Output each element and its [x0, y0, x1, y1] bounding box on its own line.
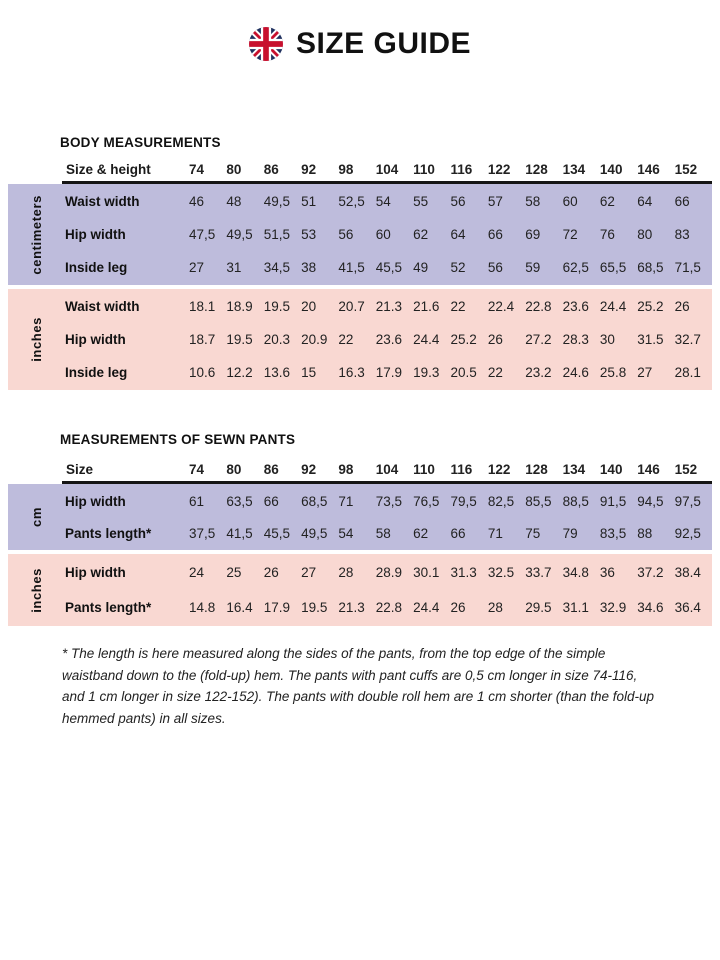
cell-value: 19.5	[301, 600, 328, 615]
uk-flag-icon	[249, 27, 283, 61]
cell-value: 36	[599, 565, 615, 580]
size-column-header: 146	[637, 462, 660, 477]
cell-value: 61	[189, 493, 205, 509]
cell-value: 80	[637, 227, 653, 242]
cell-value: 65,5	[599, 260, 627, 275]
cell-value: 92,5	[674, 525, 701, 541]
unit-label	[8, 185, 65, 284]
cell-value: 52,5	[338, 194, 365, 209]
cell-value: 53	[301, 227, 317, 242]
cell-value: 20.5	[450, 365, 477, 380]
unit-band-inches	[8, 554, 712, 626]
page-title: SIZE GUIDE	[295, 27, 472, 60]
size-column-header: 152	[674, 462, 698, 477]
cell-value: 38	[301, 260, 317, 275]
size-column-header: 104	[375, 462, 399, 477]
cell-value: 45,5	[263, 525, 290, 541]
cell-value: 57	[487, 194, 503, 209]
unit-label-text: inches	[29, 317, 44, 362]
cell-value: 25	[226, 565, 242, 580]
cell-value: 24.6	[562, 365, 589, 380]
size-column-header: 92	[301, 462, 317, 477]
size-column-header: 134	[562, 162, 586, 177]
row-label: Pants length*	[65, 525, 152, 541]
cell-value: 71	[338, 493, 354, 509]
size-column-header: 116	[450, 462, 473, 477]
sewn-pants-section	[0, 432, 720, 626]
cell-value: 68,5	[637, 260, 664, 275]
cell-value: 64	[450, 227, 466, 242]
cell-value: 22	[487, 365, 503, 380]
size-column-header: 104	[375, 162, 399, 177]
size-column-header: 86	[263, 162, 279, 177]
cell-value: 23.6	[375, 332, 403, 347]
cell-value: 26	[263, 565, 279, 580]
row-label: Hip width	[65, 227, 126, 242]
cell-value: 48	[226, 194, 242, 209]
section-heading-pants: MEASUREMENTS OF SEWN PANTS	[60, 432, 296, 447]
cell-value: 19.3	[413, 365, 440, 380]
cell-value: 56	[487, 260, 503, 275]
unit-band-inches	[8, 289, 712, 390]
cell-value: 94,5	[637, 493, 664, 509]
cell-value: 36.4	[674, 600, 701, 615]
cell-value: 79	[562, 525, 578, 541]
footnote: * The length is here measured along the sides of the pants, from the top edge of the simple waistband down to the (fold-up) hem. The pants with pant cuffs are 0,5 cm longer in size 74-116, and 1 cm longer in size 122-152). The pants with double roll hem are 1 cm shorter (than the fold-up hemmed pants) in all sizes.	[62, 646, 655, 726]
unit-label	[8, 485, 65, 549]
cell-value: 34.6	[637, 600, 664, 615]
cell-value: 21.6	[413, 299, 440, 314]
cell-value: 46	[189, 194, 205, 209]
cell-value: 22.8	[525, 299, 552, 314]
unit-label-text: cm	[29, 507, 44, 527]
cell-value: 17.9	[375, 365, 403, 380]
cell-value: 17.9	[263, 600, 290, 615]
cell-value: 31.3	[450, 565, 477, 580]
cell-value: 54	[375, 194, 391, 209]
cell-value: 56	[450, 194, 466, 209]
cell-value: 75	[525, 525, 541, 541]
cell-value: 32.7	[674, 332, 701, 347]
cell-value: 12.2	[226, 365, 253, 380]
size-column-header: 86	[263, 462, 279, 477]
cell-value: 60	[375, 227, 391, 242]
cell-value: 21.3	[375, 299, 403, 314]
unit-label-text: centimeters	[29, 194, 44, 275]
cell-value: 24.4	[413, 332, 440, 347]
cell-value: 38.4	[674, 565, 701, 580]
cell-value: 20.3	[263, 332, 290, 347]
row-label: Inside leg	[65, 365, 128, 380]
cell-value: 66	[263, 493, 279, 509]
size-header-label: Size	[66, 462, 94, 477]
cell-value: 79,5	[450, 493, 477, 509]
cell-value: 18.9	[226, 299, 253, 314]
size-header-row	[62, 459, 712, 484]
size-column-header: 128	[525, 462, 548, 477]
cell-value: 54	[338, 525, 354, 541]
row-label: Hip width	[65, 332, 126, 347]
cell-value: 64	[637, 194, 653, 209]
size-column-header: 110	[413, 462, 435, 477]
cell-value: 85,5	[525, 493, 552, 509]
size-column-header: 74	[189, 162, 205, 177]
cell-value: 49,5	[226, 227, 253, 242]
cell-value: 22.8	[375, 600, 403, 615]
cell-value: 24	[189, 565, 205, 580]
size-column-header: 152	[674, 162, 698, 177]
cell-value: 63,5	[226, 493, 253, 509]
cell-value: 10.6	[189, 365, 216, 380]
cell-value: 22	[450, 299, 466, 314]
cell-value: 18.7	[189, 332, 216, 347]
cell-value: 52	[450, 260, 466, 275]
size-column-header: 80	[226, 162, 242, 177]
cell-value: 25.8	[599, 365, 627, 380]
unit-label	[8, 290, 65, 389]
size-header-row	[62, 159, 712, 184]
cell-value: 55	[413, 194, 429, 209]
cell-value: 27	[637, 365, 653, 380]
cell-value: 22.4	[487, 299, 515, 314]
cell-value: 49,5	[263, 194, 290, 209]
cell-value: 59	[525, 260, 541, 275]
cell-value: 25.2	[450, 332, 477, 347]
cell-value: 26	[487, 332, 503, 347]
section-heading-body: BODY MEASUREMENTS	[60, 135, 221, 150]
cell-value: 34,5	[263, 260, 290, 275]
cell-value: 13.6	[263, 365, 290, 380]
size-column-header: 146	[637, 162, 660, 177]
cell-value: 58	[525, 194, 541, 209]
cell-value: 27	[189, 260, 205, 275]
cell-value: 83	[674, 227, 690, 242]
cell-value: 88	[637, 525, 653, 541]
cell-value: 41,5	[338, 260, 365, 275]
cell-value: 31.1	[562, 600, 589, 615]
cell-value: 69	[525, 227, 541, 242]
row-label: Inside leg	[65, 260, 128, 275]
cell-value: 28.9	[375, 565, 403, 580]
body-measurements-section	[0, 135, 720, 390]
cell-value: 24.4	[599, 299, 627, 314]
cell-value: 33.7	[525, 565, 552, 580]
size-column-header: 92	[301, 162, 317, 177]
cell-value: 97,5	[674, 493, 701, 509]
cell-value: 60	[562, 194, 578, 209]
pants-measurement-bands	[0, 484, 720, 626]
cell-value: 76,5	[413, 493, 440, 509]
size-header-label: Size & height	[66, 162, 151, 177]
cell-value: 21.3	[338, 600, 365, 615]
cell-value: 37.2	[637, 565, 664, 580]
cell-value: 16.3	[338, 365, 365, 380]
unit-band-cm	[8, 484, 712, 550]
cell-value: 37,5	[189, 525, 216, 541]
cell-value: 32.5	[487, 565, 515, 580]
cell-value: 82,5	[487, 493, 515, 509]
cell-value: 66	[487, 227, 503, 242]
cell-value: 47,5	[189, 227, 216, 242]
cell-value: 30.1	[413, 565, 440, 580]
cell-value: 62	[413, 227, 429, 242]
unit-label-text: inches	[29, 567, 44, 613]
cell-value: 88,5	[562, 493, 589, 509]
cell-value: 22	[338, 332, 354, 347]
size-column-header: 116	[450, 162, 473, 177]
cell-value: 58	[375, 525, 391, 541]
row-label: Waist width	[65, 299, 140, 314]
cell-value: 15	[301, 365, 317, 380]
cell-value: 23.6	[562, 299, 589, 314]
cell-value: 31.5	[637, 332, 664, 347]
cell-value: 28	[338, 565, 354, 580]
row-label: Pants length*	[65, 600, 152, 615]
cell-value: 51	[301, 194, 317, 209]
size-column-header: 80	[226, 462, 242, 477]
size-column-header: 122	[487, 162, 511, 177]
cell-value: 18.1	[189, 299, 216, 314]
cell-value: 31	[226, 260, 242, 275]
cell-value: 28.1	[674, 365, 701, 380]
row-label: Hip width	[65, 565, 126, 580]
cell-value: 49	[413, 260, 429, 275]
cell-value: 20.7	[338, 299, 365, 314]
cell-value: 73,5	[375, 493, 403, 509]
cell-value: 71	[487, 525, 503, 541]
cell-value: 28.3	[562, 332, 589, 347]
cell-value: 34.8	[562, 565, 589, 580]
unit-band-centimeters	[8, 184, 712, 285]
cell-value: 45,5	[375, 260, 403, 275]
size-column-header: 140	[599, 462, 623, 477]
cell-value: 71,5	[674, 260, 701, 275]
size-column-header: 98	[338, 462, 354, 477]
cell-value: 25.2	[637, 299, 664, 314]
cell-value: 14.8	[189, 600, 216, 615]
cell-value: 76	[599, 227, 615, 242]
row-label: Hip width	[65, 493, 126, 509]
size-column-header: 140	[599, 162, 623, 177]
cell-value: 49,5	[301, 525, 328, 541]
cell-value: 56	[338, 227, 354, 242]
cell-value: 26	[674, 299, 690, 314]
cell-value: 27.2	[525, 332, 552, 347]
cell-value: 27	[301, 565, 317, 580]
cell-value: 62	[413, 525, 429, 541]
cell-value: 83,5	[599, 525, 627, 541]
cell-value: 23.2	[525, 365, 552, 380]
size-column-header: 98	[338, 162, 354, 177]
unit-label	[8, 555, 65, 625]
cell-value: 20	[301, 299, 317, 314]
size-column-header: 110	[413, 162, 435, 177]
cell-value: 68,5	[301, 493, 328, 509]
size-column-header: 122	[487, 462, 511, 477]
cell-value: 26	[450, 600, 466, 615]
size-column-header: 74	[189, 462, 205, 477]
cell-value: 66	[674, 194, 690, 209]
body-measurement-bands	[0, 184, 720, 390]
cell-value: 20.9	[301, 332, 328, 347]
cell-value: 66	[450, 525, 466, 541]
row-label: Waist width	[65, 194, 140, 209]
size-column-header: 134	[562, 462, 586, 477]
cell-value: 72	[562, 227, 578, 242]
cell-value: 24.4	[413, 600, 440, 615]
cell-value: 41,5	[226, 525, 253, 541]
cell-value: 91,5	[599, 493, 627, 509]
cell-value: 16.4	[226, 600, 253, 615]
cell-value: 62,5	[562, 260, 589, 275]
cell-value: 19.5	[263, 299, 290, 314]
cell-value: 29.5	[525, 600, 552, 615]
page-header	[0, 0, 720, 61]
cell-value: 30	[599, 332, 615, 347]
cell-value: 28	[487, 600, 503, 615]
cell-value: 32.9	[599, 600, 627, 615]
cell-value: 51,5	[263, 227, 290, 242]
cell-value: 62	[599, 194, 615, 209]
cell-value: 19.5	[226, 332, 253, 347]
size-column-header: 128	[525, 162, 548, 177]
